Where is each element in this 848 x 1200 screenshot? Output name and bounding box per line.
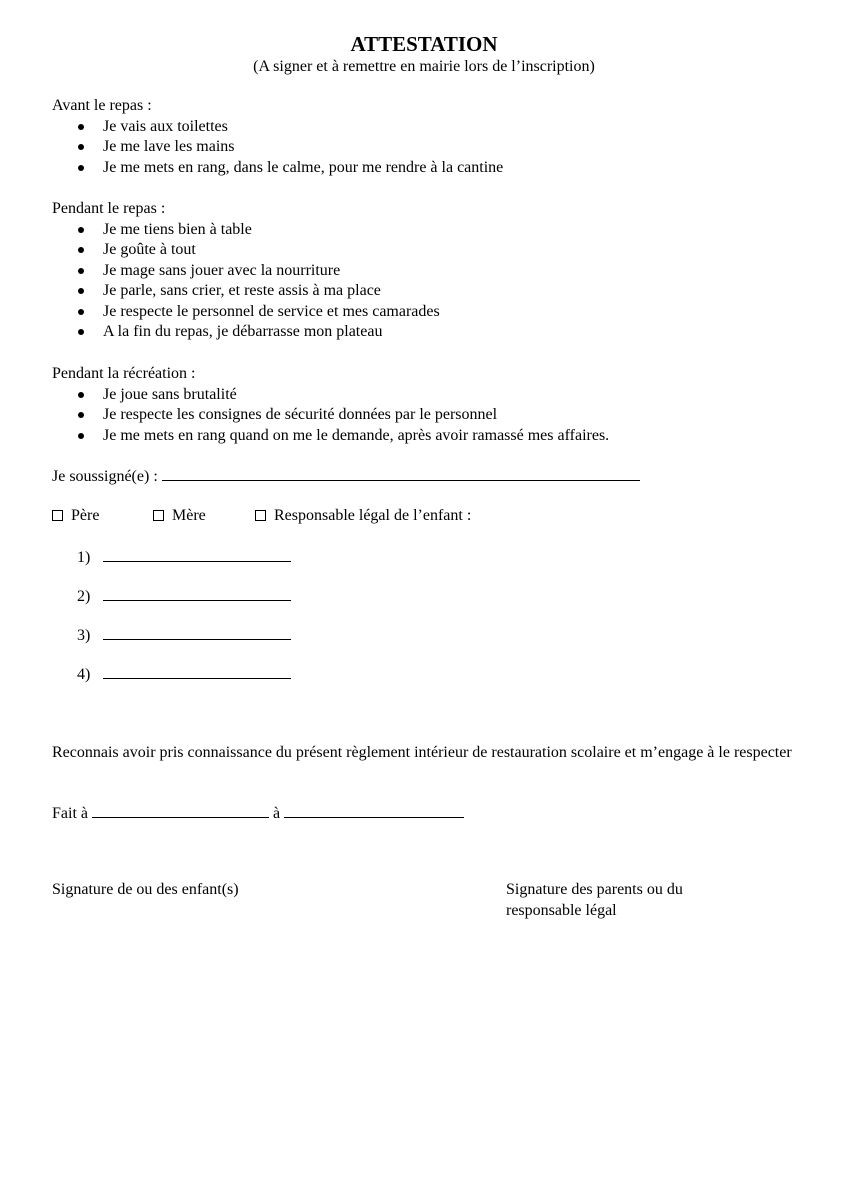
child-name-field[interactable]: [103, 625, 291, 640]
place-date-row: [52, 803, 464, 825]
children-signature-label: Signature de ou des enfant(s): [52, 881, 239, 898]
child-row: [77, 625, 291, 647]
child-number: 2): [77, 588, 91, 605]
date-label: à: [273, 805, 281, 822]
list-item-text: Je vais aux toilettes: [103, 117, 228, 135]
list-item: [52, 322, 792, 343]
bullet-icon: [78, 309, 84, 315]
acknowledgement-text: Reconnais avoir pris connaissance du présent règlement intérieur de restauration scolaire et m’engage à le respecter: [52, 744, 792, 761]
list-item-text: Je me tiens bien à table: [103, 220, 252, 238]
bullet-icon: [78, 288, 84, 294]
bullet-icon: [78, 144, 84, 150]
list-item-text: A la fin du repas, je débarrasse mon plateau: [103, 323, 383, 340]
list-item: [52, 385, 792, 406]
list-item: [52, 117, 792, 138]
section-pendant-repas: [52, 199, 792, 343]
section-avant-repas: [52, 96, 792, 178]
section-heading: Pendant le repas :: [52, 200, 166, 217]
list-item-text: Je respecte le personnel de service et mes camarades: [103, 302, 440, 320]
bullet-icon: [78, 165, 84, 171]
bullet-icon: [78, 227, 84, 233]
section-recreation: [52, 364, 792, 446]
child-name-field[interactable]: [103, 664, 291, 679]
list-item: [52, 220, 792, 241]
rules-list: [52, 117, 792, 179]
list-item: [52, 405, 792, 426]
child-row: [77, 664, 291, 686]
list-item: [52, 281, 792, 302]
section-heading: Pendant la récréation :: [52, 365, 196, 382]
rules-list: [52, 385, 792, 447]
child-name-field[interactable]: [103, 547, 291, 562]
bullet-icon: [78, 433, 84, 439]
signer-name-field[interactable]: [162, 466, 640, 481]
page-title: ATTESTATION: [350, 32, 498, 56]
list-item-text: Je joue sans brutalité: [103, 385, 237, 403]
bullet-icon: [78, 392, 84, 398]
parents-signature-line2: responsable légal: [506, 901, 617, 919]
fait-label: Fait à: [52, 805, 88, 822]
checkbox-icon[interactable]: [153, 510, 164, 521]
child-row: [77, 586, 291, 608]
place-field[interactable]: [92, 803, 269, 818]
list-item-text: Je parle, sans crier, et reste assis à ma place: [103, 282, 381, 299]
checkbox-label: Père: [71, 507, 100, 524]
list-item: [52, 137, 792, 158]
child-row: [77, 547, 291, 569]
date-field[interactable]: [284, 803, 464, 818]
parents-signature-label: [506, 880, 726, 921]
checkbox-responsable[interactable]: [255, 506, 471, 527]
list-item-text: Je me mets en rang quand on me le demande, après avoir ramassé mes affaires.: [103, 426, 610, 444]
signer-label: Je soussigné(e) :: [52, 468, 158, 485]
child-name-field[interactable]: [103, 586, 291, 601]
parents-signature-line1: Signature des parents ou du: [506, 881, 683, 898]
bullet-icon: [78, 268, 84, 274]
list-item: [52, 261, 792, 282]
list-item-text: Je goûte à tout: [103, 241, 196, 258]
list-item-text: Je mage sans jouer avec la nourriture: [103, 261, 341, 279]
checkbox-icon[interactable]: [52, 510, 63, 521]
section-heading: Avant le repas :: [52, 97, 152, 114]
list-item: [52, 240, 792, 261]
bullet-icon: [78, 247, 84, 253]
list-item: [52, 158, 792, 179]
page-subtitle: (A signer et à remettre en mairie lors de l’inscription): [253, 58, 595, 75]
bullet-icon: [78, 329, 84, 335]
list-item-text: Je me lave les mains: [103, 138, 235, 155]
checkbox-icon[interactable]: [255, 510, 266, 521]
child-number: 1): [77, 549, 91, 566]
bullet-icon: [78, 412, 84, 418]
checkbox-pere[interactable]: [52, 506, 99, 527]
list-item-text: Je me mets en rang, dans le calme, pour me rendre à la cantine: [103, 158, 504, 176]
checkbox-mere[interactable]: [153, 506, 206, 527]
checkbox-label: Mère: [172, 507, 206, 524]
checkbox-label: Responsable légal de l’enfant :: [274, 507, 472, 524]
child-number: 4): [77, 666, 91, 683]
signer-row: [52, 466, 640, 488]
child-number: 3): [77, 627, 91, 644]
list-item-text: Je respecte les consignes de sécurité données par le personnel: [103, 406, 498, 423]
rules-list: [52, 220, 792, 343]
list-item: [52, 302, 792, 323]
bullet-icon: [78, 124, 84, 130]
list-item: [52, 426, 792, 447]
